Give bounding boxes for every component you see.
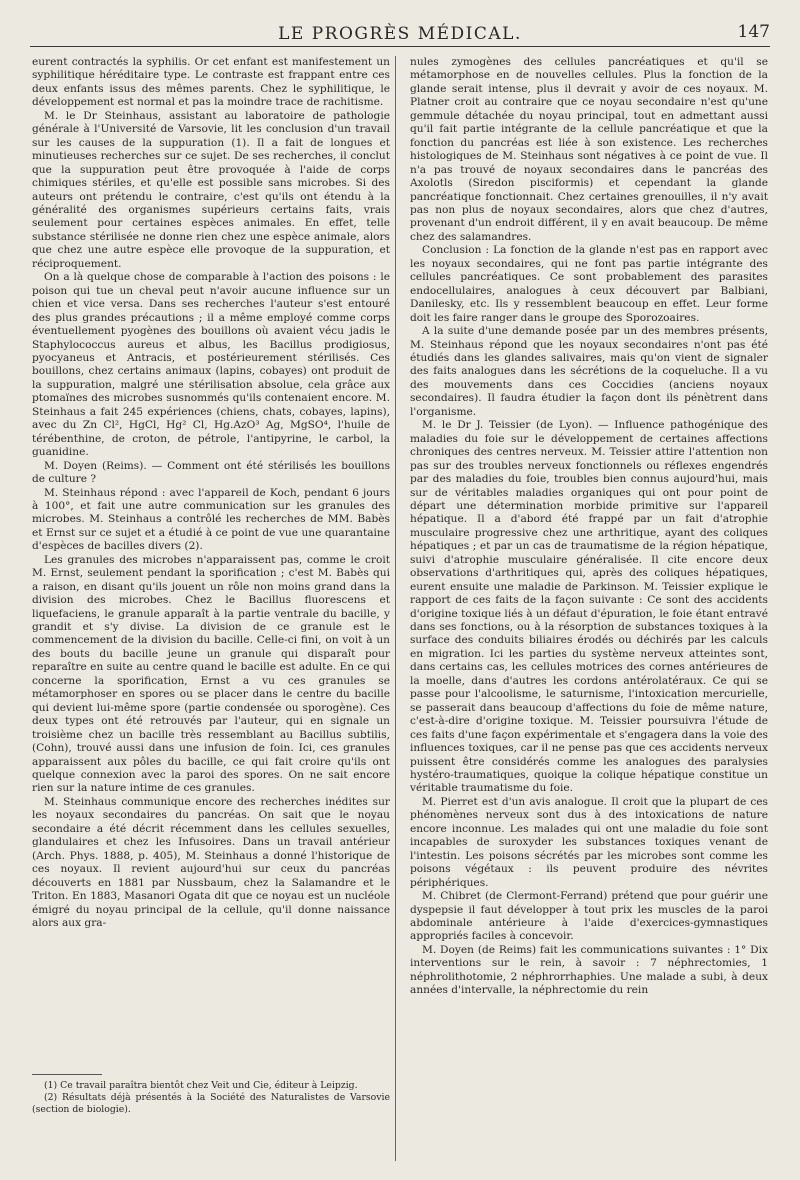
footnote: (2) Résultats déjà présentés à la Société des Naturalistes de Varsovie (section de biologie).: [32, 1092, 390, 1115]
paragraph: Conclusion : La fonction de la glande n'est pas en rapport avec les noyaux secondaires, qui ne font pas partie intégrante des cellules pancréatiques. Ce sont probablement des parasites endocellulaires, analogues à ceux découvert par Balbiani, Danilesky, etc. Ils y ressemblent beaucoup en effet. Leur forme doit les faire ranger dans le groupe des Sporozoaires.: [410, 244, 768, 324]
paragraph: M. Chibret (de Clermont-Ferrand) prétend que pour guérir une dyspepsie il faut développer à tout prix les muscles de la paroi abdominale antérieure à l'aide d'exercices-gymnastiques appropriés faciles à concevoir.: [410, 890, 768, 943]
column-divider: [395, 56, 396, 1161]
footnote: (1) Ce travail paraîtra bientôt chez Veit und Cie, éditeur à Leipzig.: [44, 1080, 358, 1091]
right-column: [410, 56, 768, 998]
paragraph: M. Doyen (Reims). — Comment ont été stérilisés les bouillons de culture ?: [32, 459, 390, 486]
paragraph: M. Pierret est d'un avis analogue. Il croit que la plupart de ces phénomènes nerveux sont dus à des intoxications de nature encore inconnue. Les malades qui ont une maladie du foie sont incapables de suroxyder les substances toxiques venant de l'intestin. Les poisons sécrétés par les microbes sont comme les poisons végétaux : ils peuvent produire des névrites périphériques.: [410, 795, 768, 889]
paragraph: M. Steinhaus répond : avec l'appareil de Koch, pendant 6 jours à 100°, et fait une autre communication sur les granules des microbes. M. Steinhaus a contrôlé les recherches de MM. Babès et Ernst sur ce sujet et a étudié à ce point de vue une quarantaine d'espèces de bacilles divers (2).: [32, 486, 390, 553]
journal-title: LE PROGRÈS MÉDICAL.: [278, 24, 522, 44]
paragraph: nules zymogènes des cellules pancréatiques et qu'il se métamorphose en de nouvelles cellules. Plus la fonction de la glande serait intense, plus il devrait y avoir de ces noyaux. M. Platner croit au contraire que ce noyau secondaire n'est qu'une gemmule détachée du noyau principal, tout en admettant aussi qu'il fait partie intégrante de la cellule pancréatique et que la fonction du pancréas est liée à son existence. Les recherches histologiques de M. Steinhaus sont négatives à ce point de vue. Il n'a pas trouvé de noyaux secondaires dans le pancréas des Axolotls (Siredon pisciformis) et cependant la glande pancréatique fonctionnait. Chez certaines grenouilles, il n'y avait pas non plus de noyaux secondaires, alors que chez d'autres, provenant d'un endroit différent, il y en avait beaucoup. De même chez des salamandres.: [410, 56, 768, 243]
footnote-rule: [32, 1074, 102, 1075]
paragraph: M. le Dr J. Teissier (de Lyon). — Influence pathogénique des maladies du foie sur le développement de certaines affections chroniques des centres nerveux. M. Teissier attire l'attention non pas sur des troubles nerveux fonctionnels ou réflexes engendrés par des maladies du foie, troubles bien connus aujourd'hui, mais sur de véritables maladies organiques qui ont pour point de départ une détermination morbide primitive sur l'appareil hépatique. Il a d'abord été frappé par un fait d'atrophie musculaire progressive chez une arthritique, ayant des coliques hépatiques ; et par un cas de traumatisme de la région hépatique, suivi d'atrophie musculaire généralisée. Il cite encore deux observations d'arthritiques qui, après des coliques hépatiques, eurent ensuite une maladie de Parkinson. M. Teissier explique le rapport de ces faits de la façon suivante : Ce sont des accidents d'origine toxique liés à un défaut d'épuration, le foie étant entravé dans ses fonctions, ou à la résorption de substances toxiques à la surface des conduits biliaires érodés ou déchirés par les calculs en migration. Ici les parties du système nerveux atteintes sont, dans certains cas, les cellules motrices des cornes antérieures de la moelle, dans d'autres les cordons antérolatéraux. Ce qui se passe pour l'alcoolisme, le saturnisme, l'intoxication mercurielle, se passerait dans beaucoup d'affections du foie de même nature, c'est-à-dire d'origine toxique. M. Teissier poursuivra l'étude de ces faits d'une façon expérimentale et s'engagera dans la voie des influences toxiques, car il ne pense pas que ces accidents nerveux puissent être considérés comme les analogues des paralysies hystéro-traumatiques, quoique la colique hépatique constitue un véritable traumatisme du foie.: [410, 419, 768, 795]
paragraph: M. le Dr Steinhaus, assistant au laboratoire de pathologie générale à l'Université de Varsovie, lit les conclusion d'un travail sur les causes de la suppuration (1). Il a fait de longues et minutieuses recherches sur ce sujet. De ses recherches, il conclut que la suppuration peut être provoquée à l'aide de corps chimiques stériles, et qu'elle est possible sans microbes. Si des auteurs ont prétendu le contraire, c'est qu'ils ont étendu à la généralité des organismes supérieurs certains faits, vrais seulement pour certaines espèces animales. En effet, telle substance stérilisée ne donne rien chez une espèce animale, alors que chez une autre espèce elle provoque de la suppuration, et réciproquement.: [32, 109, 390, 270]
paragraph: A la suite d'une demande posée par un des membres présents, M. Steinhaus répond que les noyaux secondaires n'ont pas été étudiés dans les glandes salivaires, mais qu'on vient de signaler des faits analogues dans les sécrétions de la coqueluche. Il a vu des mouvements dans ces Coccidies (anciens noyaux secondaires). Il faudra étudier la façon dont ils pénètrent dans l'organisme.: [410, 325, 768, 418]
paragraph: M. Steinhaus communique encore des recherches inédites sur les noyaux secondaires du pancréas. On sait que le noyau secondaire a été décrit récemment dans les cellules sexuelles, glandulaires et chez les Infusoires. Dans un travail antérieur (Arch. Phys. 1888, p. 405), M. Steinhaus a donné l'historique de ces noyaux. Il revient aujourd'hui sur ceux du pancréas découverts en 1881 par Nussbaum, chez la Salamandre et le Triton. En 1883, Masanori Ogata dit que ce noyau est un nucléole émigré du noyau principal de la cellule, qu'il donne naissance alors aux gra-: [32, 795, 390, 929]
page-number: 147: [737, 22, 770, 42]
left-column: [32, 56, 390, 930]
page-header: [30, 14, 770, 44]
paragraph: On a là quelque chose de comparable à l'action des poisons : le poison qui tue un cheval peut n'avoir aucune influence sur un chien et vice versa. Dans ses recherches l'auteur s'est entouré des plus grandes précautions ; il a même employé comme corps éventuellement pyogènes des bouillons où avaient vécu jadis le Staphylococcus aureus et albus, les Bacillus prodigiosus, pyocyaneus et Antracis, et postérieurement stérilisés. Ces bouillons, chez certains animaux (lapins, cobayes) ont produit de la suppuration, malgré une stérilisation absolue, cela grâce aux ptomaïnes des microbes susnommés qu'ils contenaient encore. M. Steinhaus a fait 245 expériences (chiens, chats, cobayes, lapins), avec du Zn Cl², HgCl, Hg² Cl, Hg.AzO³ Ag, MgSO⁴, l'huile de térébenthine, de croton, de pétrole, l'antipyrine, le carbol, la guanidine.: [32, 271, 390, 459]
paragraph: eurent contractés la syphilis. Or cet enfant est manifestement un syphilitique héréditaire type. Le contraste est frappant entre ces deux enfants issus des mêmes parents. Chez le syphilitique, le développement est normal et pas la moindre trace de rachitisme.: [32, 56, 390, 109]
footnotes: [32, 1080, 390, 1116]
header-rule: [30, 46, 770, 47]
paragraph: Les granules des microbes n'apparaissent pas, comme le croit M. Ernst, seulement pendant la sporification ; c'est M. Babès qui a raison, en disant qu'ils jouent un rôle non moins grand dans la division des microbes. Chez le Bacillus fluorescens et liquefaciens, le granule apparaît à la partie ventrale du bacille, y grandit et s'y divise. La division de ce granule est le commencement de la division du bacille. Celle-ci fini, on voit à un des bouts du bacille jeune un granule qui disparaît pour reparaître en suite au centre quand le bacille est adulte. En ce qui concerne la sporification, Ernst a vu ces granules se métamorphoser en spores ou se placer dans le centre du bacille qui devient lui-même spore (partie condensée ou sporogène). Ces deux types ont été retrouvés par l'auteur, qui en signale un troisième chez un bacille très ressemblant au Bacillus subtilis, (Cohn), trouvé aussi dans une infusion de foin. Ici, ces granules apparaissent aux pôles du bacille, ce qui fait croire qu'ils ont quelque connexion avec la paroi des spores. On ne sait encore rien sur la nature intime de ces granules.: [32, 553, 390, 795]
paragraph: M. Doyen (de Reims) fait les communications suivantes : 1° Dix interventions sur le rein, à savoir : 7 néphrectomies, 1 néphrolithotomie, 2 néphrorrhaphies. Une malade a subi, à deux années d'intervalle, la néphrectomie du rein: [410, 943, 768, 997]
